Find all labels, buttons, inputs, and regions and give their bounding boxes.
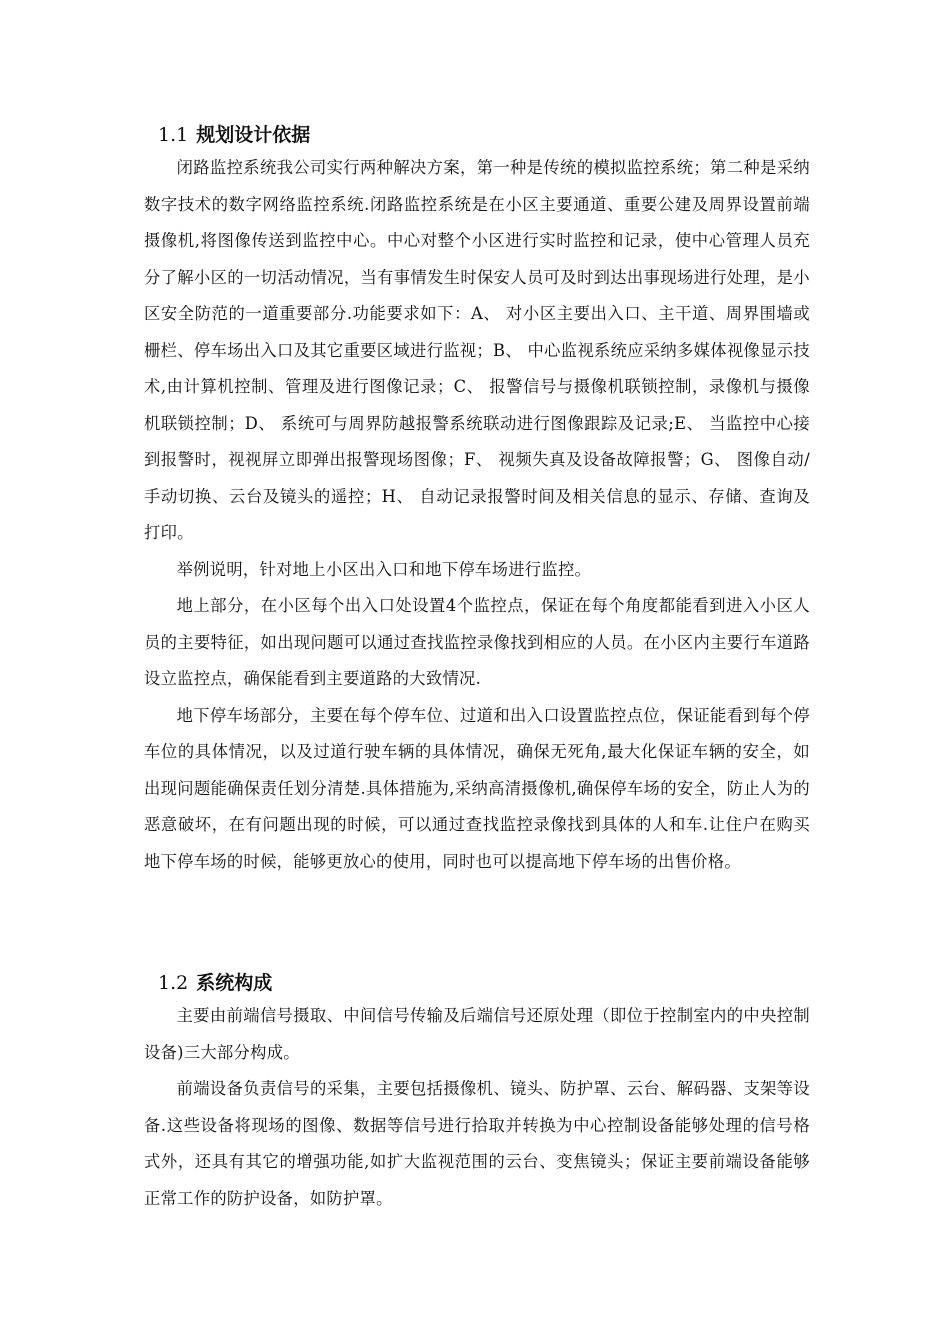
- section-number: 1.2: [158, 972, 189, 994]
- section-heading: [144, 968, 810, 998]
- paragraph: 闭路监控系统我公司实行两种解决方案，第一种是传统的模拟监控系统；第二种是采纳数字技术的数字网络监控系统.闭路监控系统是在小区主要通道、重要公建及周界设置前端摄像机,将图像传送到监控中心。中心对整个小区进行实时监控和记录，使中心管理人员充分了解小区的一切活动情况，当有事情发生时保安人员可及时到达出事现场进行处理，是小区安全防范的一道重要部分.功能要求如下：A、 对小区主要出入口、主干道、周界围墙或栅栏、停车场出入口及其它重要区域进行监视；B、 中心监视系统应采纳多媒体视像显示技术,由计算机控制、管理及进行图像记录；C、 报警信号与摄像机联锁控制，录像机与摄像机联锁控制；D、 系统可与周界防越报警系统联动进行图像跟踪及记录;E、 当监控中心接到报警时，视视屏立即弹出报警现场图像；F、 视频失真及设备故障报警；G、 图像自动/手动切换、云台及镜头的遥控；H、 自动记录报警时间及相关信息的显示、存储、查询及打印。: [144, 158, 810, 542]
- paragraph: 举例说明，针对地上小区出入口和地下停车场进行监控。: [176, 559, 592, 579]
- paragraph: 主要由前端信号摄取、中间信号传输及后端信号还原处理（即位于控制室内的中央控制设备)三大部分构成。: [144, 1006, 810, 1062]
- paragraph: 地下停车场部分，主要在每个停车位、过道和出入口设置监控点位，保证能看到每个停车位的具体情况，以及过道行驶车辆的具体情况，确保无死角,最大化保证车辆的安全，如出现问题能确保责任划分清楚.具体措施为,采纳高清摄像机,确保停车场的安全，防止人为的恶意破坏，在有问题出现的时候，可以通过查找监控录像找到具体的人和车.让住户在购买地下停车场的时候，能够更放心的使用，同时也可以提高地下停车场的出售价格。: [144, 705, 810, 871]
- paragraph: 地上部分，在小区每个出入口处设置4个监控点，保证在每个角度都能看到进入小区人员的主要特征，如出现问题可以通过查找监控录像找到相应的人员。在小区内主要行车道路设立监控点，确保能看到主要道路的大致情况.: [144, 596, 810, 688]
- section-title: 系统构成: [196, 972, 273, 994]
- section-title: 规划设计依据: [196, 124, 311, 146]
- section-number: 1.1: [158, 124, 189, 146]
- section-heading: [144, 120, 810, 150]
- section-1-1: [144, 120, 810, 880]
- section-1-2: [144, 968, 810, 1217]
- paragraph: 前端设备负责信号的采集，主要包括摄像机、镜头、防护罩、云台、解码器、支架等设备.这些设备将现场的图像、数据等信号进行拾取并转换为中心控制设备能够处理的信号格式外，还具有其它的增强功能,如扩大监视范围的云台、变焦镜头；保证主要前端设备能够正常工作的防护设备，如防护罩。: [144, 1079, 810, 1208]
